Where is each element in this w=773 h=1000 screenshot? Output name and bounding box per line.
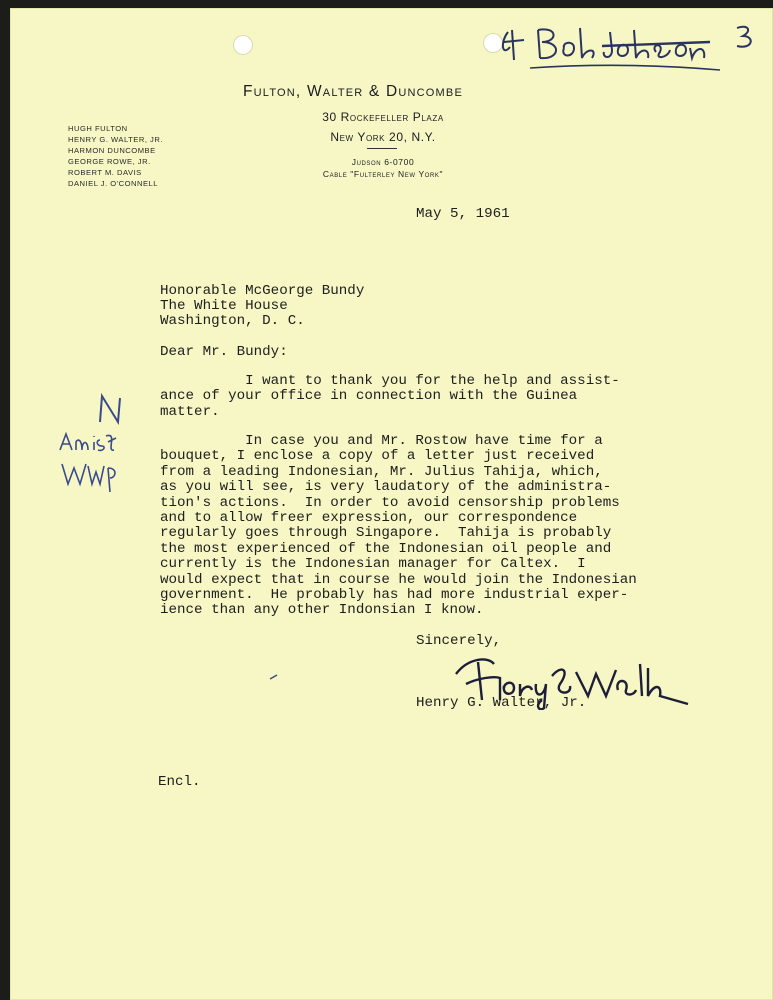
phone-line: Judson 6-0700	[351, 157, 415, 167]
paragraph-line: tion's actions. In order to avoid censorship problems	[160, 494, 620, 511]
paragraph-line: bouquet, I enclose a copy of a letter just received	[160, 448, 595, 465]
paragraph-line: from a leading Indonesian, Mr. Julius Tahija, which,	[160, 463, 603, 480]
enclosure-note: Encl.	[158, 774, 201, 790]
punch-hole-left	[234, 36, 252, 54]
partner-name: GEORGE ROWE, JR.	[68, 157, 151, 166]
partner-name: HENRY G. WALTER, JR.	[68, 135, 163, 144]
closing: Sincerely,	[416, 633, 502, 649]
margin-note-n	[94, 392, 128, 426]
stray-pen-mark	[268, 672, 284, 682]
partner-name: HUGH FULTON	[68, 124, 128, 133]
recipient-line-2: The White House	[160, 298, 288, 314]
recipient-line-3: Washington, D. C.	[160, 313, 305, 329]
firm-name: Fulton, Walter & Duncombe	[243, 83, 463, 100]
paragraph-line: ience than any other Indonsian I know.	[160, 602, 484, 619]
letterhead-rule	[367, 148, 397, 149]
paragraph-line: I want to thank you for the help and assist-	[160, 373, 620, 389]
address-line-2: New York 20, N.Y.	[330, 130, 436, 144]
signature-name: Henry G. Walter, Jr.	[416, 695, 587, 711]
address-line-1: 30 Rockefeller Plaza	[322, 110, 444, 124]
paragraph-line: the most experienced of the Indonesian oil people and	[160, 540, 612, 557]
paragraph-line: matter.	[160, 403, 220, 420]
cable-line: Cable "Fulterley New York"	[322, 169, 444, 179]
paragraph-line: ance of your office in connection with the Guinea	[160, 388, 578, 405]
handwritten-top-note	[490, 12, 770, 72]
partner-name: ROBERT M. DAVIS	[68, 168, 142, 177]
paragraph-line: as you will see, is very laudatory of the administra-	[160, 479, 612, 496]
paragraph-line: regularly goes through Singapore. Tahija is probably	[160, 525, 612, 542]
paragraph-line: In case you and Mr. Rostow have time for a	[160, 433, 603, 449]
recipient-line-1: Honorable McGeorge Bundy	[160, 283, 365, 299]
page-mark-handwritten	[733, 22, 757, 52]
paragraph-line: currently is the Indonesian manager for Caltex. I	[160, 556, 586, 573]
paragraph-line: and to allow freer expression, our correspondence	[160, 510, 578, 527]
partner-name: DANIEL J. O'CONNELL	[68, 179, 159, 188]
partners-list	[68, 123, 163, 189]
paragraph-line: would expect that in course he would join the Indonesian	[160, 571, 637, 588]
partner-name: HARMON DUNCOMBE	[68, 146, 156, 155]
paragraph-line: government. He probably has had more industrial exper-	[160, 587, 629, 604]
paragraph-2	[160, 434, 637, 619]
margin-note-initials	[56, 428, 120, 498]
letter-date: May 5, 1961	[416, 206, 510, 222]
salutation: Dear Mr. Bundy:	[160, 344, 288, 360]
paragraph-1	[160, 374, 620, 420]
